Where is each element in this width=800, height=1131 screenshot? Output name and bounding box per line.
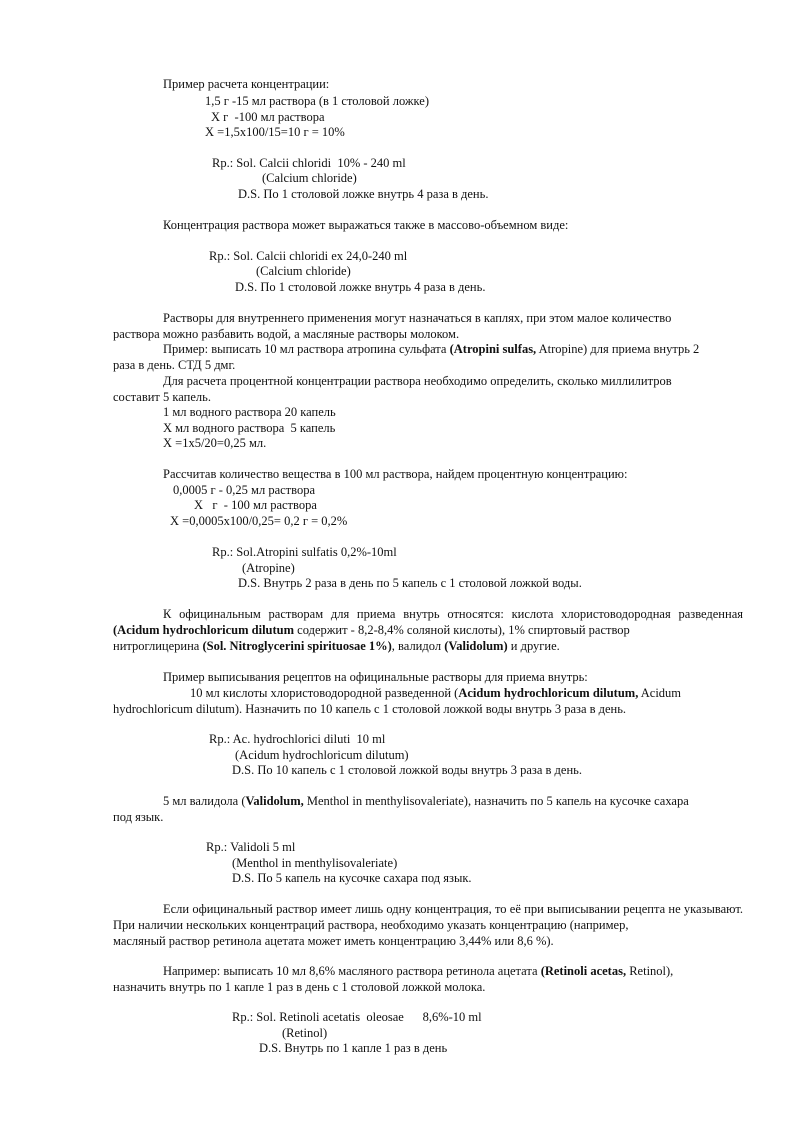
prescription-ds: D.S. Внутрь 2 раза в день по 5 капель с 1 столовой ложкой воды. bbox=[238, 576, 582, 590]
calc-line: 0,0005 г - 0,25 мл раствора bbox=[173, 483, 315, 497]
paragraph: Растворы для внутреннего применения могут назначаться в каплях, при этом малое количество раствора можно разбавить водой, а масляные растворы молоком. bbox=[113, 311, 672, 341]
example-heading: Пример расчета концентрации: bbox=[163, 77, 330, 91]
prescription-rp: Rp.: Validoli 5 ml bbox=[206, 840, 296, 854]
prescription-ds: D.S. По 1 столовой ложке внутрь 4 раза в день. bbox=[238, 187, 489, 201]
prescription-rp: Rp.: Sol. Calcii chloridi ex 24,0-240 ml bbox=[209, 249, 408, 263]
paragraph: Например: выписать 10 мл 8,6% масляного раствора ретинола ацетата (Retinoli acetas, Retinol), назначить внутрь по 1 капле 1 раз в день с 1 столовой ложкой молока. bbox=[113, 964, 674, 994]
paragraph: Пример: выписать 10 мл раствора атропина сульфата (Atropini sulfas, Atropine) для приема внутрь 2 раза в день. СТД 5 дмг. bbox=[113, 342, 700, 372]
paragraph: 5 мл валидола (Validolum, Menthol in menthylisovaleriate), назначить по 5 капель на кусочке сахара под язык. bbox=[113, 794, 689, 824]
prescription-name: (Calcium chloride) bbox=[256, 264, 351, 278]
example-heading: Пример выписывания рецептов на официнальные растворы для приема внутрь: bbox=[163, 670, 588, 684]
prescription-name: (Retinol) bbox=[282, 1026, 328, 1040]
prescription-ds: D.S. По 5 капель на кусочке сахара под язык. bbox=[232, 871, 472, 885]
prescription-rp: Rp.: Sol.Atropini sulfatis 0,2%-10ml bbox=[212, 545, 397, 559]
prescription-rp: Rp.: Sol. Retinoli acetatis oleosae 8,6%-10 ml bbox=[232, 1010, 482, 1024]
prescription-ds: D.S. Внутрь по 1 капле 1 раз в день bbox=[259, 1041, 448, 1055]
calc-line: X мл водного раствора 5 капель bbox=[163, 421, 336, 435]
paragraph: Для расчета процентной концентрации раствора необходимо определить, сколько миллилитров составит 5 капель. bbox=[113, 374, 672, 404]
paragraph: К официнальным растворам для приема внутрь относятся: кислота хлористоводородная разведенная (Acidum hydrochloricum dilutum содержит - 8,2-8,4% соляной кислоты), 1% спиртовый раствор нитроглицерина (Sol. Nitroglycerini spirituosae 1%), валидол (Validolum) и другие. bbox=[113, 607, 743, 653]
calc-line: X г -100 мл раствора bbox=[211, 110, 325, 124]
prescription-ds: D.S. По 1 столовой ложке внутрь 4 раза в день. bbox=[235, 280, 486, 294]
prescription-name: (Acidum hydrochloricum dilutum) bbox=[235, 748, 409, 762]
prescription-rp: Rp.: Sol. Calcii chloridi 10% - 240 ml bbox=[212, 156, 406, 170]
prescription-name: (Calcium chloride) bbox=[262, 171, 357, 185]
prescription-name: (Menthol in menthylisovaleriate) bbox=[232, 856, 398, 870]
prescription-rp: Rp.: Ac. hydrochlorici diluti 10 ml bbox=[209, 732, 386, 746]
paragraph: Рассчитав количество вещества в 100 мл раствора, найдем процентную концентрацию: bbox=[163, 467, 628, 481]
paragraph: Концентрация раствора может выражаться также в массово-объемном виде: bbox=[163, 218, 569, 232]
paragraph: 10 мл кислоты хлористоводородной разведенной (Acidum hydrochloricum dilutum, Acidum hydrochloricum dilutum). Назначить по 10 капель с 1 столовой ложкой воды внутрь 3 раза в день. bbox=[113, 686, 682, 716]
calc-line: 1 мл водного раствора 20 капель bbox=[163, 405, 336, 419]
prescription-name: (Atropine) bbox=[242, 561, 295, 575]
paragraph: Если официнальный раствор имеет лишь одну концентрация, то её при выписывании рецепта не указывают. При наличии нескольких концентраций раствора, необходимо указать концентрацию (например, масляный раствор ретинола ацетата может иметь концентрацию 3,44% или 8,6 %). bbox=[113, 902, 743, 948]
calc-line: X г - 100 мл раствора bbox=[194, 498, 317, 512]
prescription-ds: D.S. По 10 капель с 1 столовой ложкой воды внутрь 3 раза в день. bbox=[232, 763, 582, 777]
calc-line: X =1x5/20=0,25 мл. bbox=[163, 436, 267, 450]
calc-line: 1,5 г -15 мл раствора (в 1 столовой ложке) bbox=[205, 94, 430, 108]
calc-line: X =1,5x100/15=10 г = 10% bbox=[205, 125, 345, 139]
calc-line: X =0,0005x100/0,25= 0,2 г = 0,2% bbox=[170, 514, 348, 528]
